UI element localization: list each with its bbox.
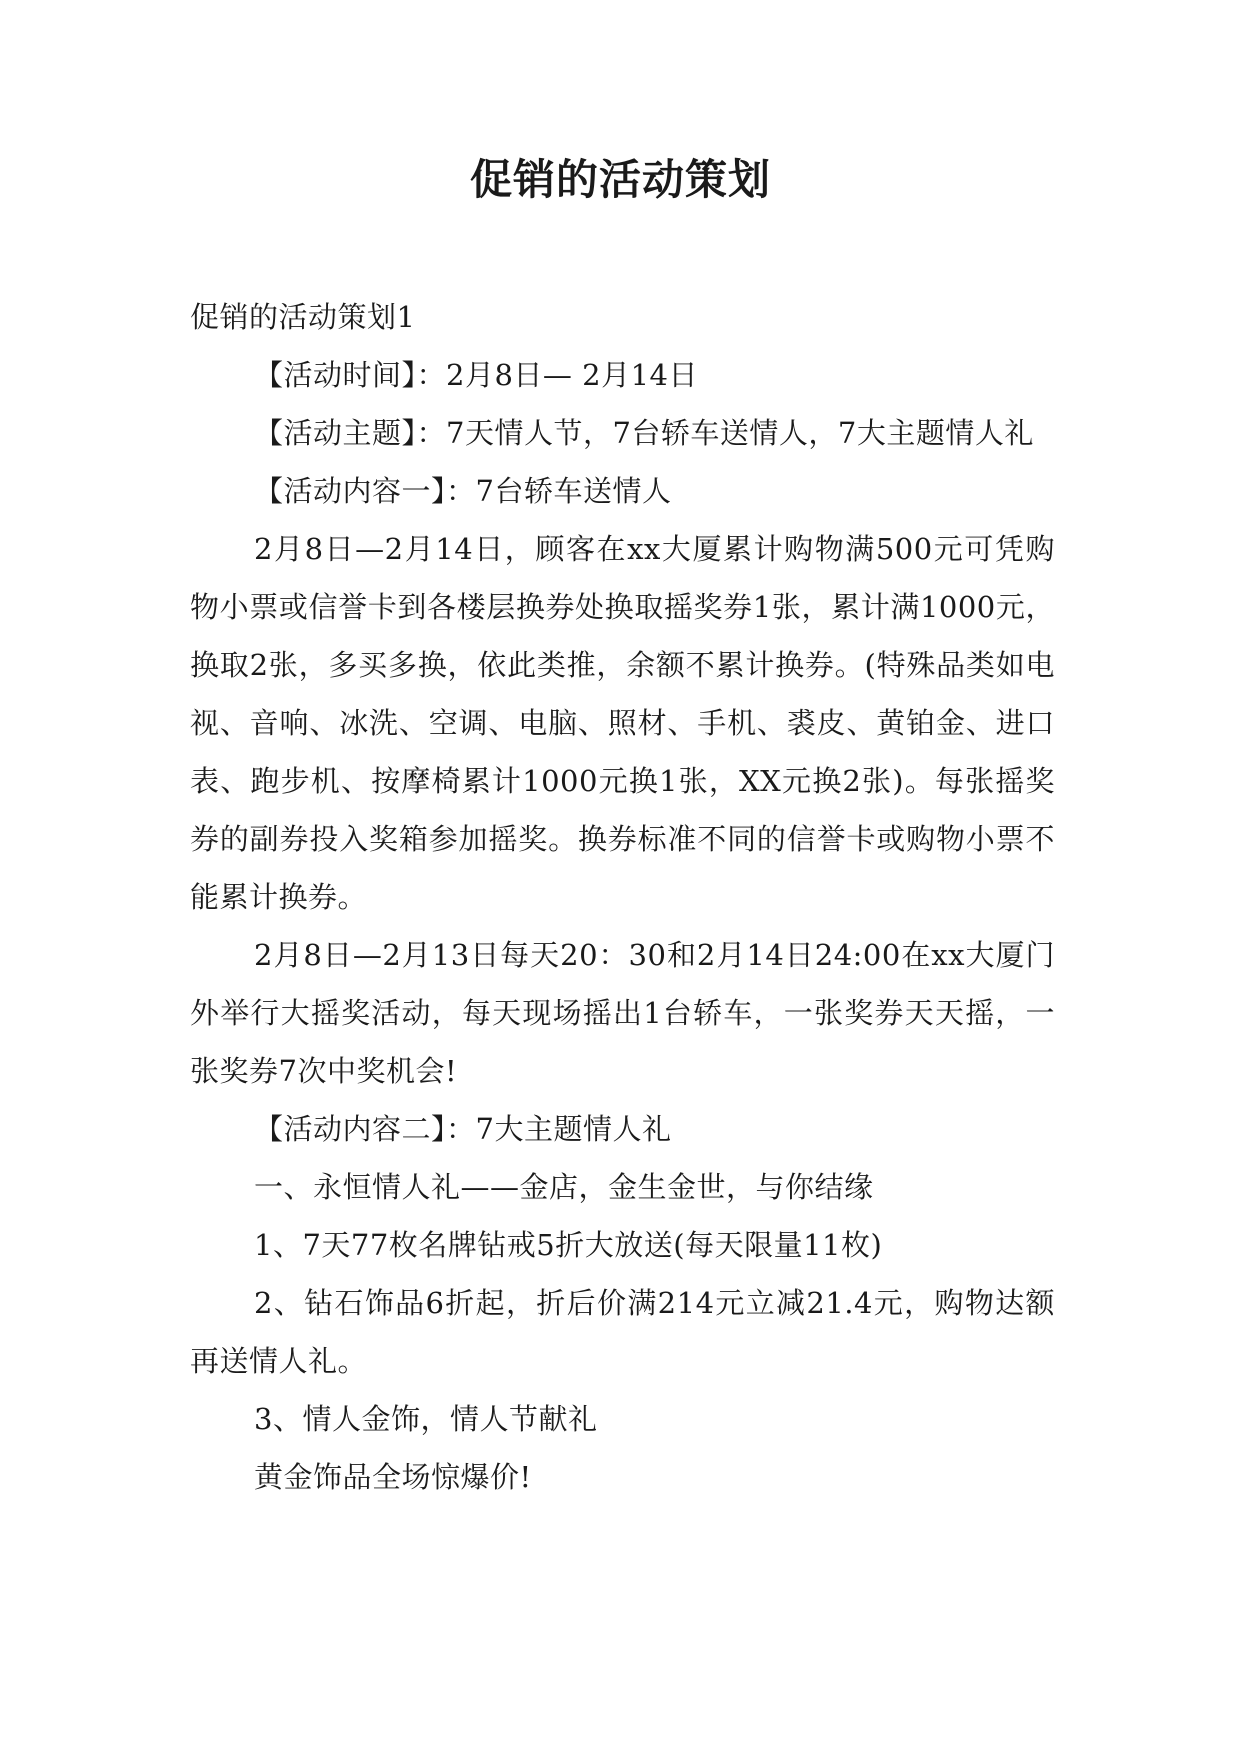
paragraph-activity-time: 【活动时间】：2月8日— 2月14日 [254,358,698,392]
document-title: 促销的活动策划 [469,155,771,204]
paragraph-gold-price: 黄金饰品全场惊爆价! [254,1460,532,1494]
paragraph-content-one-heading: 【活动内容一】：7台轿车送情人 [254,474,672,508]
paragraph-heading: 促销的活动策划1 [190,300,416,334]
paragraph-gift-one-item-1: 1、7天77枚名牌钻戒5折大放送(每天限量11枚) [254,1228,883,1262]
paragraph-gift-one: 一、永恒情人礼——金店，金生金世，与你结缘 [254,1170,874,1204]
paragraph-content-two-heading: 【活动内容二】：7大主题情人礼 [254,1112,672,1146]
paragraph-activity-theme: 【活动主题】：7天情人节，7台轿车送情人，7大主题情人礼 [254,416,1034,450]
paragraph-gift-one-item-3: 3、情人金饰，情人节献礼 [254,1402,598,1436]
paragraph-content-one-rules: 2月8日—2月14日，顾客在xx大厦累计购物满500元可凭购物小票或信誉卡到各楼层换券处换取摇奖券1张，累计满1000元，换取2张，多买多换，依此类推，余额不累计换券。(特殊品类如电视、音响、冰洗、空调、电脑、照材、手机、裘皮、黄铂金、进口表、跑步机、按摩椅累计1000元换1张，XX元换2张)。每张摇奖券的副券投入奖箱参加摇奖。换券标准不同的信誉卡或购物小票不能累计换券。 [190,532,1055,914]
document-body [190,288,1055,1506]
paragraph-gift-one-item-2: 2、钻石饰品6折起，折后价满214元立减21.4元，购物达额再送情人礼。 [190,1286,1055,1378]
paragraph-content-one-draw: 2月8日—2月13日每天20：30和2月14日24:00在xx大厦门外举行大摇奖活动，每天现场摇出1台轿车，一张奖券天天摇，一张奖券7次中奖机会! [190,938,1055,1088]
